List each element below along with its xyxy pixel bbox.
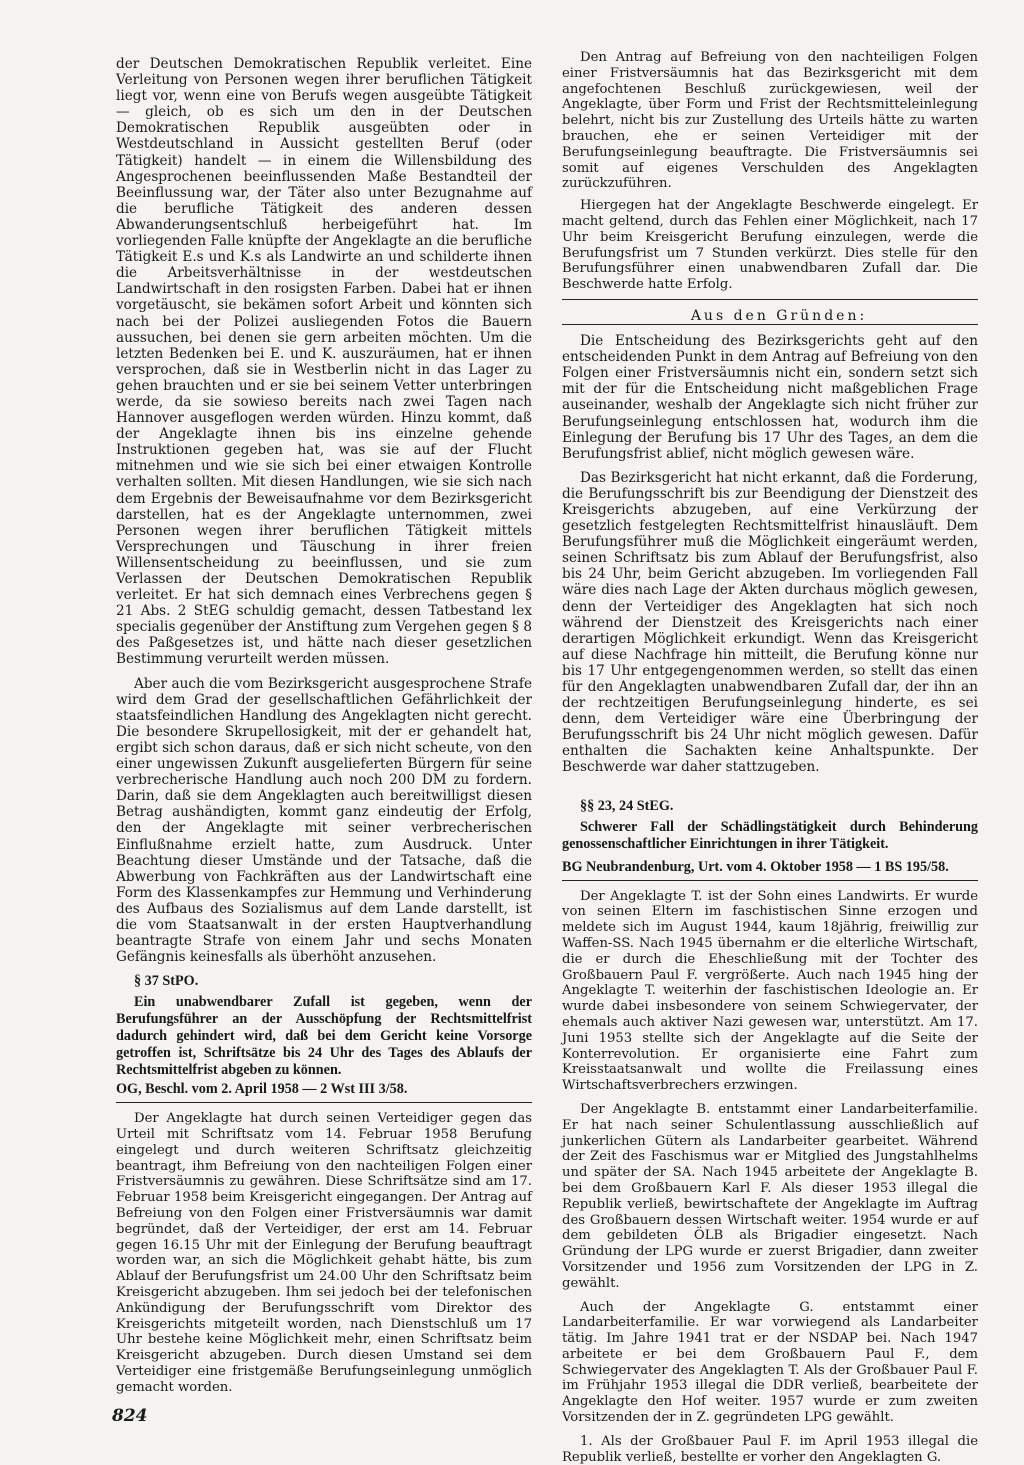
paragraph: Der Angeklagte hat durch seinen Verteidiger gegen das Urteil mit Schriftsatz vom 14. Februar 1958 Berufung eingelegt und durch weiteren Schriftsatz gleichzeitig beantragt, ihm Befreiung von den nachteiligen Folgen einer Fristversäumnis zu gewähren. Diese Schriftsätze sind am 17. Februar 1958 beim Kreisgericht eingegangen. Der Antrag auf Befreiung von den Folgen einer Fristversäumnis war damit begründet, daß der Verteidiger, der erst am 14. Februar gegen 16.15 Uhr mit der Einlegung der Berufung beauftragt worden war, an sich die Möglichkeit gehabt hätte, bis zum Ablauf der Berufungsfrist um 24.00 Uhr den Schriftsatz beim Kreisgericht abzugeben. Ihm sei jedoch bei der telefonischen Ankündigung der Berufungsschrift vom Direktor des Kreisgerichts mitgeteilt worden, nach Dienstschluß um 17 Uhr bestehe keine Möglichkeit mehr, einen Schriftsatz beim Kreisgericht abzugeben. Durch diesen Umstand sei dem Verteidiger eine fristgemäße Berufungseinlegung unmöglich gemacht worden. — [116, 1111, 532, 1395]
page-number: 824 — [112, 1406, 148, 1426]
left-column — [116, 56, 532, 1396]
divider — [116, 1102, 532, 1103]
headnote: Ein unabwendbarer Zufall ist gegeben, wenn der Berufungsführer an der Ausschöpfung der Rechtsmittelfrist dadurch gehindert wird, daß bei dem Gericht keine Vorsorge getroffen ist, Schriftsätze bis 24 Uhr des Tages des Ablaufs der Rechtsmittelfrist abgeben zu können. — [116, 994, 532, 1079]
headnote: Schwerer Fall der Schädlingstätigkeit durch Behinderung genossenschaftlicher Einrichtungen in ihrer Tätigkeit. — [562, 818, 978, 852]
paragraph: Den Antrag auf Befreiung von den nachteiligen Folgen einer Fristversäumnis hat das Bezirksgericht mit dem angefochtenen Beschluß zurückgewiesen, weil der Angeklagte, über Form und Frist der Rechtsmitteleinlegung belehrt, nicht bis zur Zustellung des Urteils hätte zu warten brauchen, ehe er seinen Verteidiger mit der Berufungseinlegung beauftragte. Die Fristversäumnis sei somit auf eigenes Verschulden des Angeklagten zurückzuführen. — [562, 50, 978, 192]
section-label: § 37 StPO. — [134, 973, 199, 990]
paragraph: der Deutschen Demokratischen Republik verleitet. Eine Verleitung von Personen wegen ihrer beruflichen Tätigkeit liegt vor, wenn eine von Berufs wegen ausgeübte Tätigkeit — gleich, ob es sich um den in der Deutschen Demokratischen Republik ausgeübten oder in Westdeutschland in Aussicht gestellten Beruf (oder Tätigkeit) handelt — in einem die Willensbildung des Angesprochenen beeinflussenden Maße Bestandteil der Beeinflussung war, der Täter also unter Bezugnahme auf die berufliche Tätigkeit des anderen dessen Abwanderungsentschluß herbeigeführt hat. Im vorliegenden Falle knüpfte der Angeklagte an die berufliche Tätigkeit E.s und K.s als Landwirte an und schilderte ihnen die Arbeitsverhältnisse in der westdeutschen Landwirtschaft in den rosigsten Farben. Dabei hat er ihnen vorgetäuscht, sie bekämen sofort Arbeit und könnten sich nach bei der Polizei ausliegenden Fotos die Bauern aussuchen, bei denen sie gern arbeiten möchten. Um die letzten Bedenken bei E. und K. auszuräumen, hat er ihnen versprochen, daß sie in Westberlin nicht in das Lager zu gehen brauchten und er sie bei seinem Vetter unterbringen werde, da sie sowieso bereits nach zwei Tagen nach Hannover ausgeflogen werden würden. Hinzu kommt, daß der Angeklagte ihnen bis ins einzelne gehende Instruktionen gegeben hat, was sie auf der Flucht mitnehmen und wie sie sich bei einer etwaigen Kontrolle verhalten sollten. Mit diesen Handlungen, wie sie sich nach dem Ergebnis der Beweisaufnahme vor dem Bezirksgericht darstellen, hat es der Angeklagte unternommen, zwei Personen wegen ihrer beruflichen Tätigkeit mittels Versprechungen und Täuschung in ihrer freien Willensentscheidung zu beeinflussen, und sie zum Verlassen der Deutschen Demokratischen Republik verleitet. Er hat sich demnach eines Verbrechens gegen § 21 Abs. 2 StEG schuldig gemacht, dessen Tatbestand lex specialis gegenüber der Anstiftung zum Vergehen gegen § 8 des Paßgesetzes ist, und hätte nach dieser gesetzlichen Bestimmung verurteilt werden müssen. — [116, 56, 532, 668]
citation: BG Neubrandenburg, Urt. vom 4. Oktober 1958 — 1 BS 195/58. — [562, 858, 949, 875]
paragraph: Hiergegen hat der Angeklagte Beschwerde eingelegt. Er macht geltend, durch das Fehlen einer Möglichkeit, nach 17 Uhr beim Kreisgericht Berufung einzulegen, werde die Berufungsfrist um 7 Stunden verkürzt. Dies stelle für den Berufungsführer einen unabwendbaren Zufall dar. Die Beschwerde hatte Erfolg. — [562, 198, 978, 293]
divider — [562, 324, 978, 325]
citation: OG, Beschl. vom 2. April 1958 — 2 Wst III 3/58. — [116, 1081, 408, 1098]
divider — [562, 299, 978, 300]
divider — [562, 880, 978, 881]
paragraph: Der Angeklagte B. entstammt einer Landarbeiterfamilie. Er hat nach seiner Schulentlassung ausschließlich auf junkerlichen Gütern als Landarbeiter gearbeitet. Während der Zeit des Faschismus war er Mitglied des Jungstahlhelms und später der SA. Nach 1945 arbeitete der Angeklagte B. bei dem Großbauern Karl F. Als dieser 1953 illegal die Republik verließ, bewirtschaftete der Angeklagte im Auftrag des Großbauern dessen Wirtschaft weiter. 1954 wurde er auf dem gebildeten ÖLB als Brigadier eingesetzt. Nach Gründung der LPG wurde er zuerst Brigadier, dann zweiter Vorsitzender und 1956 zum Vorsitzenden der LPG in Z. gewählt. — [562, 1101, 978, 1291]
paragraph: Aber auch die vom Bezirksgericht ausgesprochene Strafe wird dem Grad der gesellschaftlichen Gefährlichkeit der staatsfeindlichen Handlung des Angeklagten nicht gerecht. Die besondere Skrupellosigkeit, mit der er gehandelt hat, ergibt sich schon daraus, daß er sich nicht scheute, von den einer ungewissen Zukunft ausgelieferten Bürgern für seine verbrecherische Handlung auch noch 200 DM zu fordern. Darin, daß sie dem Angeklagten auch bereitwilligst diesen Betrag aushändigten, kommt ganz eindeutig der Erfolg, den der Angeklagte mit seiner verbrecherischen Einflußnahme erzielt hatte, zum Ausdruck. Unter Beachtung dieser Umstände und der Tatsache, daß die Abwerbung von Fachkräften aus der Landwirtschaft eine Form des Klassenkampfes zur Hemmung und Verhinderung des Aufbaus des Sozialismus auf dem Lande darstellt, ist die vom Staatsanwalt in der ersten Hauptverhandlung beantragte Strafe von einem Jahr und sechs Monaten Gefängnis keinesfalls als überhöht anzusehen. — [116, 675, 532, 966]
paragraph: Der Angeklagte T. ist der Sohn eines Landwirts. Er wurde von seinen Eltern im faschistischen Sinne erzogen und meldete sich im August 1944, kaum 18jährig, freiwillig zur Waffen-SS. Nach 1945 übernahm er die elterliche Wirtschaft, die er durch die Eheschließung mit der Tochter des Großbauern Paul F. vergrößerte. Auch nach 1945 hing der Angeklagte T. weiterhin der faschistischen Ideologie an. Er wurde dabei insbesondere von seinem Schwiegervater, der ehemals auch aktiver Nazi gewesen war, unterstützt. Am 17. Juni 1953 stellte sich der Angeklagte auf die Seite der Konterrevolution. Er organisierte eine Fahrt zum Kreisstaatsanwalt und wollte die Freilassung eines Wirtschaftsverbrechers erzwingen. — [562, 888, 978, 1094]
paragraph: Die Entscheidung des Bezirksgerichts geht auf den entscheidenden Punkt in dem Antrag auf Befreiung von den Folgen einer Fristversäumnis nicht ein, sondern setzt sich mit der für die Entscheidung nicht maßgeblichen Frage auseinander, weshalb der Angeklagte sich nicht früher zur Berufungseinlegung entschlossen hat, wodurch ihm die Einlegung der Berufung bis 17 Uhr des Tages, an dem die Berufungsfrist ablief, nicht möglich gewesen wäre. — [562, 333, 978, 462]
reasons-heading: Aus den Gründen: — [690, 307, 868, 324]
right-column — [562, 50, 978, 1465]
paragraph: 1. Als der Großbauer Paul F. im April 1953 illegal die Republik verließ, bestellte er vorher den Angeklagten G. — [562, 1433, 978, 1465]
paragraph: Auch der Angeklagte G. entstammt einer Landarbeiterfamilie. Er war vorwiegend als Landarbeiter tätig. Im Jahre 1941 trat er der NSDAP bei. Nach 1947 arbeitete er bei dem Großbauern Paul F., dem Schwiegervater des Angeklagten T. Als der Großbauer Paul F. im Frühjahr 1953 illegal die DDR verließ, bearbeitete der Angeklagte den Hof weiter. 1957 wurde er zum zweiten Vorsitzenden der in Z. gegründeten LPG gewählt. — [562, 1299, 978, 1426]
section-label: §§ 23, 24 StEG. — [580, 797, 674, 814]
paragraph: Das Bezirksgericht hat nicht erkannt, daß die Forderung, die Berufungsschrift bis zur Beendigung der Dienstzeit des Kreisgerichts abzugeben, auf eine Verkürzung der gesetzlich festgelegten Rechtsmittelfrist hinausläuft. Dem Berufungsführer muß die Möglichkeit eingeräumt werden, seinen Schriftsatz bis zum Ablauf der Berufungsfrist, also bis 24 Uhr, beim Gericht abzugeben. Im vorliegenden Fall wäre dies nach Lage der Akten durchaus möglich gewesen, denn der Verteidiger des Angeklagten hat sich noch während der Dienstzeit des Kreisgerichts nach einer derartigen Möglichkeit erkundigt. Wenn das Kreisgericht auf diese Nachfrage hin mitteilt, die Berufung könne nur bis 17 Uhr entgegengenommen werden, so stellt das einen für den Angeklagten unabwendbaren Zufall dar, der ihn an der rechtzeitigen Berufungseinlegung hinderte, es sei denn, dem Verteidiger wäre eine Überbringung der Berufungsschrift bis 24 Uhr nicht möglich gewesen. Dafür enthalten die Sachakten keine Anhaltspunkte. Der Beschwerde war daher stattzugeben. — [562, 469, 978, 776]
